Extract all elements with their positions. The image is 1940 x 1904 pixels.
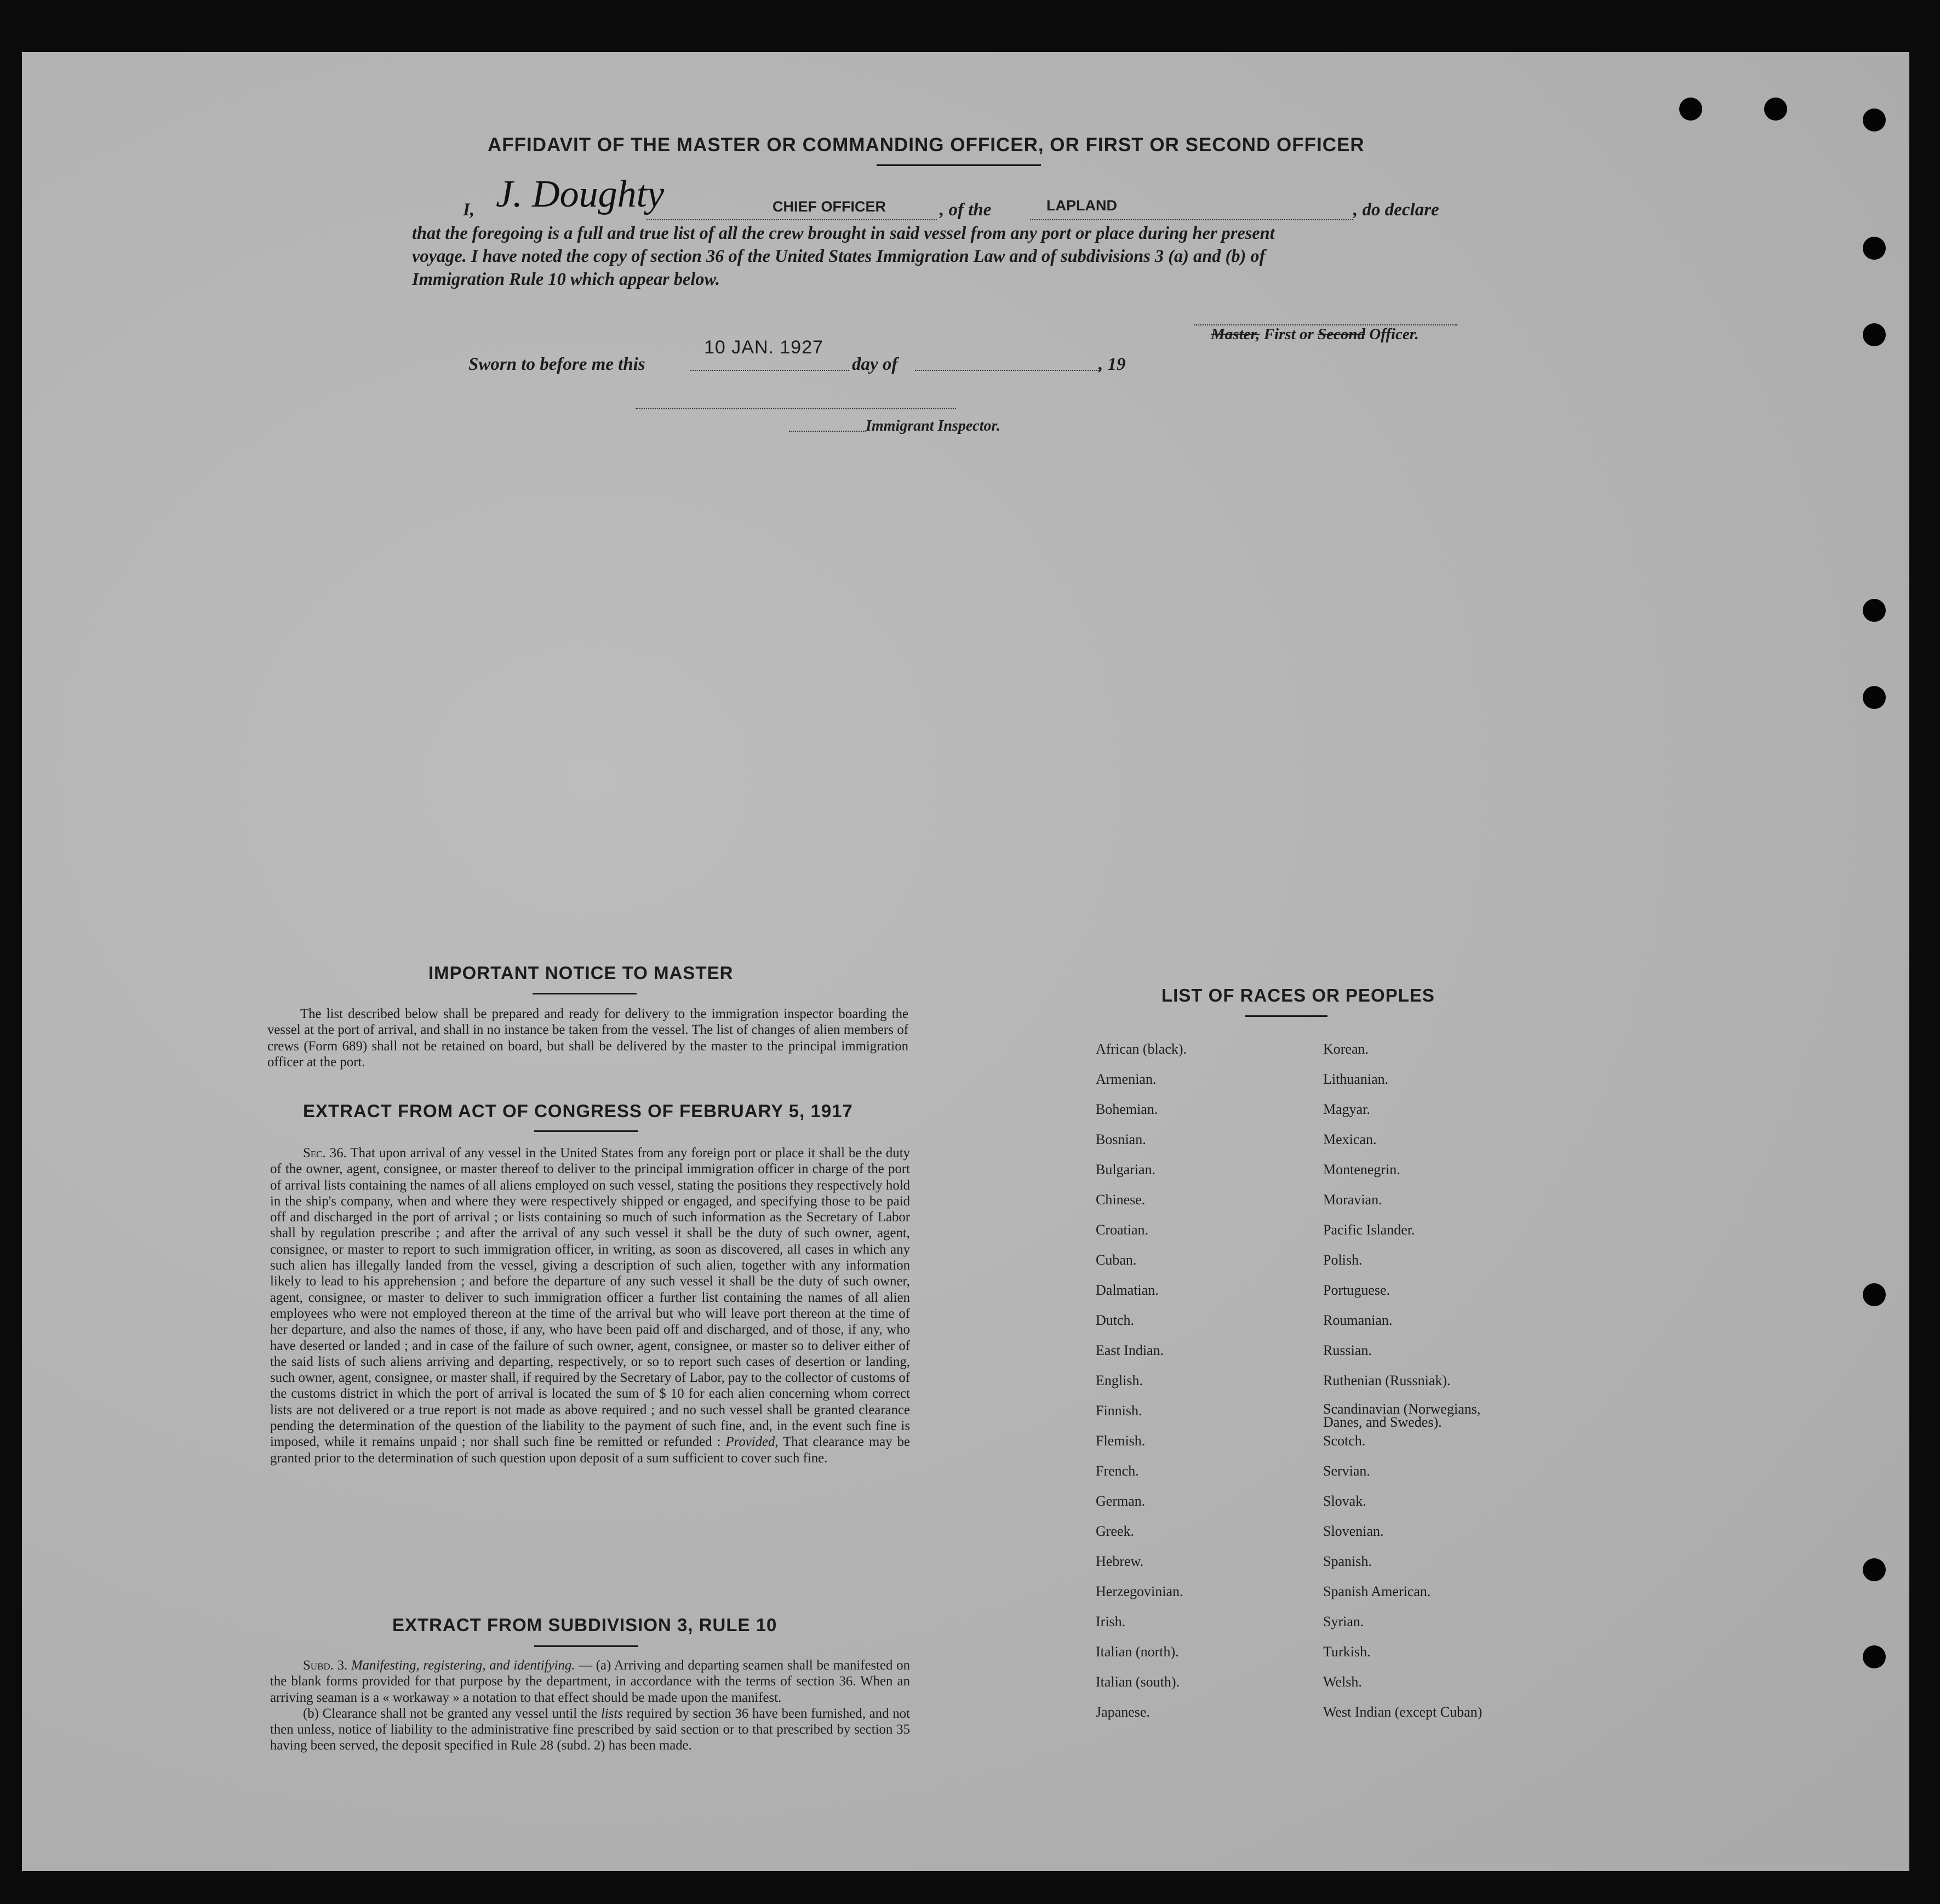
officer-title [1211,325,1419,344]
vessel-name-stamp: LAPLAND [1046,197,1117,214]
race-item: French. [1096,1463,1139,1479]
provided-label: Provided, [725,1434,779,1450]
race-item: Dalmatian. [1096,1282,1159,1298]
race-item: Bosnian. [1096,1131,1146,1147]
punch-hole [1863,1558,1886,1581]
race-item: Chinese. [1096,1192,1146,1208]
struck-master: Master, [1211,325,1260,343]
punch-hole [1679,98,1702,121]
race-item: Spanish. [1323,1553,1372,1569]
para-b-lists: lists [600,1706,623,1721]
race-item: African (black). [1096,1041,1187,1057]
subd-label: Subd. 3. [303,1658,348,1673]
race-item: Lithuanian. [1323,1071,1389,1087]
officer-label: Officer. [1369,325,1419,343]
race-item: Slovak. [1323,1493,1366,1509]
race-item: Dutch. [1096,1312,1135,1328]
race-item: Finnish. [1096,1403,1142,1419]
punch-hole [1863,1645,1886,1668]
notice-text: The list described below shall be prepared and ready for delivery to the immigration inspector boarding the vessel at the port of arrival, and shall in no instance be taken from the vessel. The list of changes of alien members of crews (Form 689) shall not be retained on board, but shall be delivered by the master to the principal immigration officer at the port. [267,1007,908,1070]
subd-heading: Manifesting, registering, and identifying. [351,1658,575,1673]
para-b-text-1: Clearance shall not be granted any vessel until the [322,1706,598,1721]
inspector-label: Immigrant Inspector. [866,418,1000,434]
race-item: West Indian (except Cuban) [1323,1704,1483,1720]
para-b-marker: (b) [303,1706,319,1721]
inspector-line [636,408,956,409]
race-item: German. [1096,1493,1146,1509]
punch-hole [1764,98,1787,121]
race-item: Spanish American. [1323,1583,1431,1599]
punch-hole [1863,108,1886,131]
race-item: Herzegovinian. [1096,1583,1183,1599]
affidavit-line-2: that the foregoing is a full and true list of all the crew brought in said vessel from any port or place during her present [412,224,1275,243]
officer-rank-stamp: CHIEF OFFICER [772,198,886,215]
race-item: Scotch. [1323,1433,1366,1449]
race-item: Japanese. [1096,1704,1150,1720]
year-label: , 19 [1098,355,1126,374]
race-item: Roumanian. [1323,1312,1393,1328]
act-body [270,1145,910,1466]
punch-hole [1863,599,1886,622]
race-item: Flemish. [1096,1433,1146,1449]
affidavit-title: AFFIDAVIT OF THE MASTER OR COMMANDING OFFICER, OR FIRST OR SECOND OFFICER [488,134,1365,156]
day-of-label: day of [852,355,898,374]
race-item: Turkish. [1323,1644,1371,1660]
race-item: Armenian. [1096,1071,1157,1087]
affidavit-line-4: Immigration Rule 10 which appear below. [412,270,720,289]
rule10-title: EXTRACT FROM SUBDIVISION 3, RULE 10 [392,1615,777,1635]
race-item: Bulgarian. [1096,1162,1156,1177]
races-underline [1245,1015,1327,1017]
race-item: Magyar. [1323,1101,1370,1117]
section-label: Sec. 36. [303,1146,347,1160]
act-title: EXTRACT FROM ACT OF CONGRESS OF FEBRUARY 5, 1917 [303,1101,853,1121]
rank-line [646,219,937,220]
race-item: Greek. [1096,1523,1135,1539]
affidavit-do-declare: , do declare [1353,200,1439,220]
manifest-page [22,52,1909,1871]
first-or: First or [1263,325,1314,343]
race-item: Bohemian. [1096,1101,1158,1117]
act-underline [534,1130,638,1132]
races-left-column [1096,1041,1187,1734]
para-b-text-2: required by section 36 have been furnished, and not then unless, notice of liability to the administrative fine prescribed by said section or to that prescribed by section 35 having been served, the deposit specified in Rule 28 (subd. 2) has been made. [270,1706,911,1753]
notice-underline [533,993,637,994]
race-item: Ruthenian (Russniak). [1323,1373,1451,1388]
inspector-line-2 [789,431,866,432]
race-item: Scandinavian (Norwegians, Danes, and Swedes). [1323,1401,1481,1430]
rule10-underline [534,1645,638,1647]
punch-hole [1863,686,1886,709]
race-item: Polish. [1323,1252,1363,1268]
race-item: Syrian. [1323,1614,1364,1629]
race-item: Irish. [1096,1614,1126,1629]
race-item: Portuguese. [1323,1282,1390,1298]
sworn-label: Sworn to before me this [468,355,645,374]
section-36-text: That upon arrival of any vessel in the United States from any foreign port or place it shall be the duty of the owner, agent, consignee, or master thereof to deliver to the principal immigration officer in charge of the port of arrival lists containing the names of all aliens employed on such vessel, stating the positions they respectively hold in the ship's company, when and where they were respectively shipped or engaged, and specifying those to be paid off and discharged in the port of arrival ; or lists containing so much of such information as the Secretary of Labor shall by regulation prescribe ; and after the arrival of any such vessel it shall be the duty of such owner, agent, consignee, or master to report to such immigration officer, in writing, as soon as discovered, all cases in which any such alien has illegally landed from the vessel, giving a description of such alien, together with any information likely to lead to his apprehension ; and before the departure of any such vessel it shall be the duty of such owner, agent, consignee, or master to deliver to such immigration officer a further list containing the names of all alien employees who were not employed thereon at the time of the arrival but who will leave port thereon at the time of her departure, and also the names of those, if any, who have been paid off and discharged, and of those, if any, who have deserted or landed ; and in case of the failure of such owner, agent, consignee, or master so to deliver either of the said lists of such aliens arriving and departing, respectively, or so to report such cases of desertion or landing, such owner, agent, consignee, or master shall, if required by the Secretary of Labor, pay to the collector of customs of the customs district in which the port of arrival is located the sum of $ 10 for each alien concerning whom correct lists are not delivered or a true report is not made as above required ; and no such vessel shall be granted clearance pending the determination of the question of the liability to the payment of such fine, and, in the event such fine is imposed, while it remains unpaid ; nor shall such fine be remitted or refunded : [270,1146,910,1450]
race-item: Slovenian. [1323,1523,1384,1539]
affidavit-of-the: , of the [940,200,992,220]
para-a-marker: — (a) [579,1658,611,1673]
notice-title: IMPORTANT NOTICE TO MASTER [428,963,734,983]
race-item: English. [1096,1373,1143,1388]
race-item: Italian (south). [1096,1674,1180,1690]
notice-body [267,1006,908,1070]
para-a-text: Arriving and departing seamen shall be manifested on the blank forms provided for that purpose by the department, in accordance with the terms of section 36. When an arriving seaman is a « workaway » a notation to that effect should be made upon the manifest. [270,1658,911,1705]
race-item: Russian. [1323,1342,1372,1358]
races-right-column [1323,1041,1504,1734]
rule10-body [270,1657,910,1754]
race-item: Welsh. [1323,1674,1362,1690]
race-item: Croatian. [1096,1222,1149,1238]
section-36-text-end: That clearance may be granted prior to the determination of such question upon deposit of a sum sufficient to cover such fine. [270,1434,910,1466]
month-line [915,370,1101,371]
race-item: Moravian. [1323,1192,1382,1208]
punch-hole [1863,237,1886,260]
date-line [690,370,849,371]
punch-hole [1863,323,1886,346]
struck-second: Second [1318,325,1366,343]
race-item: Italian (north). [1096,1644,1179,1660]
races-title: LIST OF RACES OR PEOPLES [1161,985,1435,1005]
date-stamp: 10 JAN. 1927 [704,337,824,358]
race-item: Montenegrin. [1323,1162,1400,1177]
affidavit-i: I, [463,200,475,220]
race-item: Hebrew. [1096,1553,1144,1569]
race-item: Pacific Islander. [1323,1222,1415,1238]
officer-signature: J. Doughty [496,173,665,215]
race-item: Mexican. [1323,1131,1377,1147]
race-item: Cuban. [1096,1252,1137,1268]
race-item: East Indian. [1096,1342,1164,1358]
vessel-line [1030,219,1353,220]
race-item: Servian. [1323,1463,1370,1479]
title-underline [877,164,1041,166]
race-item: Korean. [1323,1041,1369,1057]
punch-hole [1863,1283,1886,1306]
affidavit-line-3: voyage. I have noted the copy of section 36 of the United States Immigration Law and of subdivisions 3 (a) and (b) of [412,247,1266,266]
